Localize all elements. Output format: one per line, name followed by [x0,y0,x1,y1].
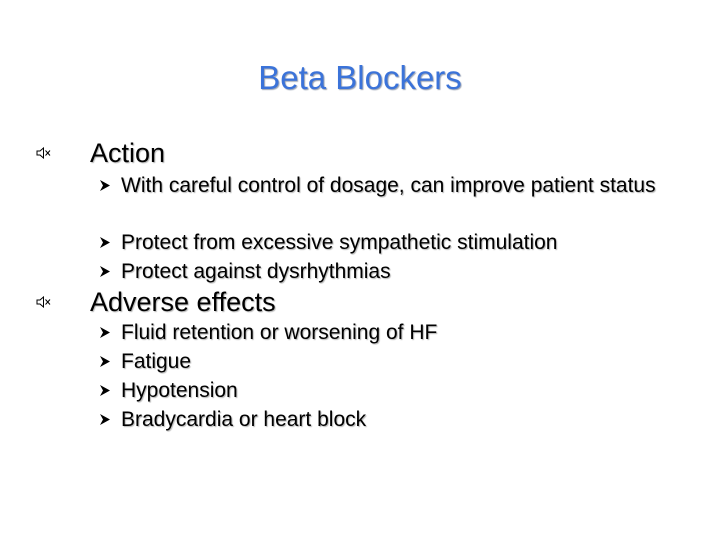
sub-item-action-1 [99,171,699,200]
arrowhead-right-icon [99,257,121,286]
section-heading-adverse-effects: Adverse effects [90,287,276,317]
sub-item-action-2 [99,228,699,257]
sub-item-adverse-4 [99,405,699,434]
sub-item-adverse-2 [99,347,699,376]
sub-item-text: Protect from excessive sympathetic stimulation [121,231,558,254]
mute-speaker-icon [36,146,52,160]
arrowhead-right-icon [99,228,121,257]
arrowhead-right-icon [99,347,121,376]
sub-item-text: Hypotension [121,379,238,402]
arrowhead-right-icon [99,318,121,347]
bullet-action [36,136,165,170]
sub-item-action-3 [99,257,699,286]
slide-title: Beta Blockers [258,59,462,96]
sub-item-text: Bradycardia or heart block [121,408,367,431]
sub-item-adverse-3 [99,376,699,405]
mute-speaker-icon [36,295,52,309]
sub-item-text: Fatigue [121,350,192,373]
arrowhead-right-icon [99,405,121,434]
sub-item-text: Protect against dysrhythmias [121,260,391,283]
arrowhead-right-icon [99,376,121,405]
sub-item-adverse-1 [99,318,699,347]
sub-item-text: Fluid retention or worsening of HF [121,321,438,344]
sub-item-text: With careful control of dosage, can improve patient status [121,174,656,197]
bullet-adverse-effects [36,285,276,319]
section-heading-action: Action [90,138,166,168]
arrowhead-right-icon [99,171,121,200]
